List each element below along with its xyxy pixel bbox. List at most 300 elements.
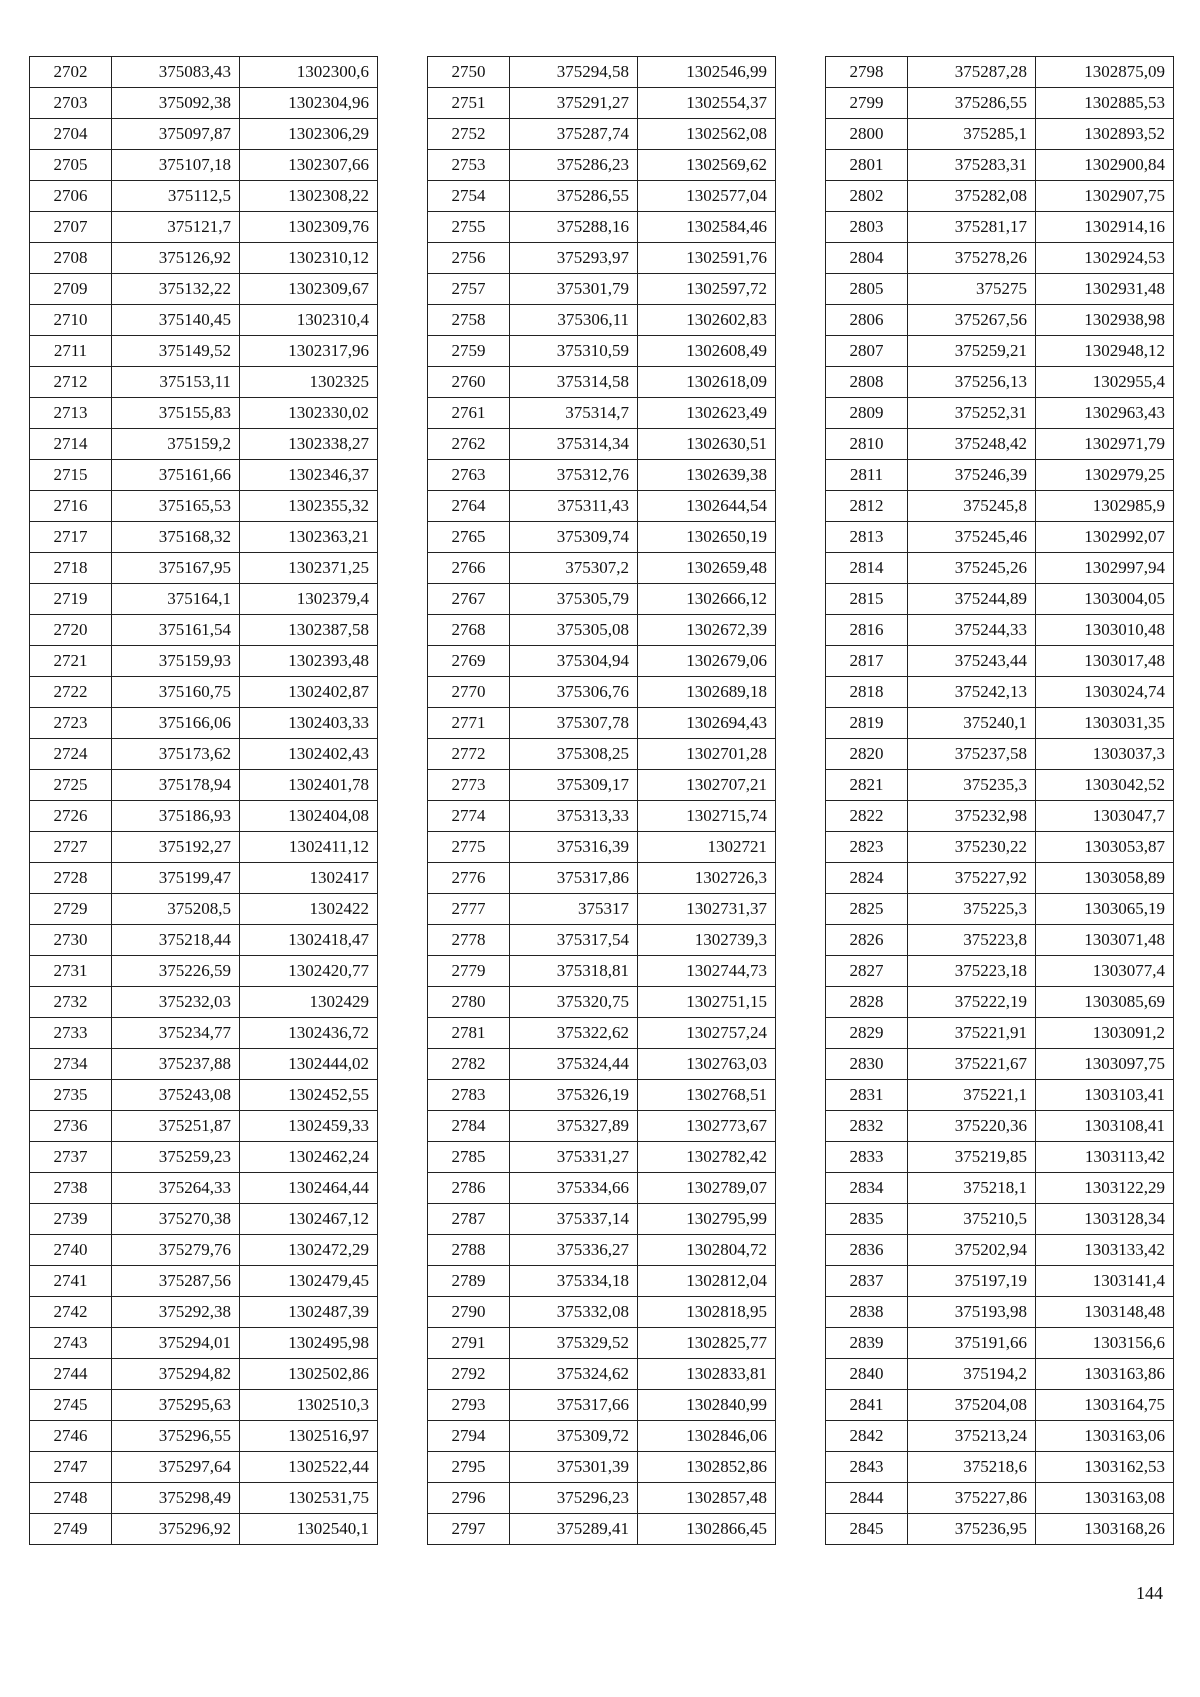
table-row bbox=[428, 1018, 776, 1049]
point-number-cell: 2720 bbox=[30, 615, 112, 646]
y-coordinate-cell: 1303004,05 bbox=[1036, 584, 1174, 615]
y-coordinate-cell: 1302751,15 bbox=[638, 987, 776, 1018]
table-row bbox=[428, 584, 776, 615]
y-coordinate-cell: 1302393,48 bbox=[240, 646, 378, 677]
table-row bbox=[826, 57, 1174, 88]
point-number-cell: 2761 bbox=[428, 398, 510, 429]
x-coordinate-cell: 375243,44 bbox=[908, 646, 1036, 677]
point-number-cell: 2735 bbox=[30, 1080, 112, 1111]
y-coordinate-cell: 1302502,86 bbox=[240, 1359, 378, 1390]
y-coordinate-cell: 1303065,19 bbox=[1036, 894, 1174, 925]
x-coordinate-cell: 375275 bbox=[908, 274, 1036, 305]
table-row bbox=[826, 119, 1174, 150]
table-row bbox=[826, 1173, 1174, 1204]
table-row bbox=[826, 863, 1174, 894]
x-coordinate-cell: 375307,2 bbox=[510, 553, 638, 584]
x-coordinate-cell: 375161,54 bbox=[112, 615, 240, 646]
point-number-cell: 2711 bbox=[30, 336, 112, 367]
x-coordinate-cell: 375278,26 bbox=[908, 243, 1036, 274]
x-coordinate-cell: 375295,63 bbox=[112, 1390, 240, 1421]
x-coordinate-cell: 375298,49 bbox=[112, 1483, 240, 1514]
y-coordinate-cell: 1302744,73 bbox=[638, 956, 776, 987]
y-coordinate-cell: 1302379,4 bbox=[240, 584, 378, 615]
x-coordinate-cell: 375164,1 bbox=[112, 584, 240, 615]
x-coordinate-cell: 375167,95 bbox=[112, 553, 240, 584]
point-number-cell: 2781 bbox=[428, 1018, 510, 1049]
point-number-cell: 2826 bbox=[826, 925, 908, 956]
point-number-cell: 2733 bbox=[30, 1018, 112, 1049]
x-coordinate-cell: 375270,38 bbox=[112, 1204, 240, 1235]
table-row bbox=[826, 88, 1174, 119]
coordinate-table-3 bbox=[825, 56, 1174, 1545]
x-coordinate-cell: 375240,1 bbox=[908, 708, 1036, 739]
x-coordinate-cell: 375317,86 bbox=[510, 863, 638, 894]
y-coordinate-cell: 1302309,76 bbox=[240, 212, 378, 243]
x-coordinate-cell: 375309,17 bbox=[510, 770, 638, 801]
x-coordinate-cell: 375296,55 bbox=[112, 1421, 240, 1452]
y-coordinate-cell: 1302310,4 bbox=[240, 305, 378, 336]
point-number-cell: 2721 bbox=[30, 646, 112, 677]
y-coordinate-cell: 1302472,29 bbox=[240, 1235, 378, 1266]
table-row bbox=[826, 1049, 1174, 1080]
x-coordinate-cell: 375236,95 bbox=[908, 1514, 1036, 1545]
table-row bbox=[30, 491, 378, 522]
x-coordinate-cell: 375178,94 bbox=[112, 770, 240, 801]
point-number-cell: 2766 bbox=[428, 553, 510, 584]
y-coordinate-cell: 1302516,97 bbox=[240, 1421, 378, 1452]
y-coordinate-cell: 1302338,27 bbox=[240, 429, 378, 460]
x-coordinate-cell: 375218,44 bbox=[112, 925, 240, 956]
point-number-cell: 2760 bbox=[428, 367, 510, 398]
x-coordinate-cell: 375245,26 bbox=[908, 553, 1036, 584]
y-coordinate-cell: 1302689,18 bbox=[638, 677, 776, 708]
point-number-cell: 2798 bbox=[826, 57, 908, 88]
y-coordinate-cell: 1303108,41 bbox=[1036, 1111, 1174, 1142]
x-coordinate-cell: 375252,31 bbox=[908, 398, 1036, 429]
point-number-cell: 2776 bbox=[428, 863, 510, 894]
y-coordinate-cell: 1303024,74 bbox=[1036, 677, 1174, 708]
y-coordinate-cell: 1303163,06 bbox=[1036, 1421, 1174, 1452]
table-row bbox=[30, 460, 378, 491]
x-coordinate-cell: 375202,94 bbox=[908, 1235, 1036, 1266]
table-row bbox=[30, 1421, 378, 1452]
point-number-cell: 2749 bbox=[30, 1514, 112, 1545]
y-coordinate-cell: 1302875,09 bbox=[1036, 57, 1174, 88]
table-row bbox=[428, 1173, 776, 1204]
coordinate-table-body bbox=[428, 57, 776, 1545]
table-row bbox=[428, 1235, 776, 1266]
table-row bbox=[30, 770, 378, 801]
y-coordinate-cell: 1302782,42 bbox=[638, 1142, 776, 1173]
table-row bbox=[30, 243, 378, 274]
table-row bbox=[30, 708, 378, 739]
x-coordinate-cell: 375223,8 bbox=[908, 925, 1036, 956]
y-coordinate-cell: 1302310,12 bbox=[240, 243, 378, 274]
table-row bbox=[826, 739, 1174, 770]
x-coordinate-cell: 375287,28 bbox=[908, 57, 1036, 88]
point-number-cell: 2707 bbox=[30, 212, 112, 243]
y-coordinate-cell: 1302931,48 bbox=[1036, 274, 1174, 305]
table-row bbox=[30, 1483, 378, 1514]
y-coordinate-cell: 1302591,76 bbox=[638, 243, 776, 274]
y-coordinate-cell: 1302948,12 bbox=[1036, 336, 1174, 367]
x-coordinate-cell: 375317,54 bbox=[510, 925, 638, 956]
x-coordinate-cell: 375251,87 bbox=[112, 1111, 240, 1142]
x-coordinate-cell: 375287,56 bbox=[112, 1266, 240, 1297]
x-coordinate-cell: 375308,25 bbox=[510, 739, 638, 770]
x-coordinate-cell: 375324,62 bbox=[510, 1359, 638, 1390]
x-coordinate-cell: 375313,33 bbox=[510, 801, 638, 832]
y-coordinate-cell: 1302694,43 bbox=[638, 708, 776, 739]
y-coordinate-cell: 1303168,26 bbox=[1036, 1514, 1174, 1545]
y-coordinate-cell: 1302825,77 bbox=[638, 1328, 776, 1359]
y-coordinate-cell: 1302650,19 bbox=[638, 522, 776, 553]
x-coordinate-cell: 375327,89 bbox=[510, 1111, 638, 1142]
x-coordinate-cell: 375220,36 bbox=[908, 1111, 1036, 1142]
y-coordinate-cell: 1303164,75 bbox=[1036, 1390, 1174, 1421]
point-number-cell: 2713 bbox=[30, 398, 112, 429]
y-coordinate-cell: 1302812,04 bbox=[638, 1266, 776, 1297]
y-coordinate-cell: 1302602,83 bbox=[638, 305, 776, 336]
table-row bbox=[30, 1111, 378, 1142]
y-coordinate-cell: 1302630,51 bbox=[638, 429, 776, 460]
table-row bbox=[30, 1080, 378, 1111]
point-number-cell: 2836 bbox=[826, 1235, 908, 1266]
table-row bbox=[826, 646, 1174, 677]
table-row bbox=[826, 1018, 1174, 1049]
y-coordinate-cell: 1302721 bbox=[638, 832, 776, 863]
y-coordinate-cell: 1303017,48 bbox=[1036, 646, 1174, 677]
table-row bbox=[30, 553, 378, 584]
table-row bbox=[30, 801, 378, 832]
table-row bbox=[428, 1142, 776, 1173]
point-number-cell: 2743 bbox=[30, 1328, 112, 1359]
y-coordinate-cell: 1302840,99 bbox=[638, 1390, 776, 1421]
point-number-cell: 2742 bbox=[30, 1297, 112, 1328]
y-coordinate-cell: 1302608,49 bbox=[638, 336, 776, 367]
table-row bbox=[428, 894, 776, 925]
table-row bbox=[428, 1080, 776, 1111]
x-coordinate-cell: 375223,18 bbox=[908, 956, 1036, 987]
y-coordinate-cell: 1302618,09 bbox=[638, 367, 776, 398]
table-row bbox=[30, 615, 378, 646]
y-coordinate-cell: 1302866,45 bbox=[638, 1514, 776, 1545]
table-row bbox=[428, 863, 776, 894]
y-coordinate-cell: 1302818,95 bbox=[638, 1297, 776, 1328]
x-coordinate-cell: 375264,33 bbox=[112, 1173, 240, 1204]
table-row bbox=[30, 1142, 378, 1173]
y-coordinate-cell: 1302597,72 bbox=[638, 274, 776, 305]
x-coordinate-cell: 375289,41 bbox=[510, 1514, 638, 1545]
x-coordinate-cell: 375309,74 bbox=[510, 522, 638, 553]
point-number-cell: 2751 bbox=[428, 88, 510, 119]
table-row bbox=[826, 1452, 1174, 1483]
point-number-cell: 2775 bbox=[428, 832, 510, 863]
y-coordinate-cell: 1303156,6 bbox=[1036, 1328, 1174, 1359]
table-row bbox=[30, 1328, 378, 1359]
table-row bbox=[428, 1514, 776, 1545]
table-row bbox=[428, 987, 776, 1018]
point-number-cell: 2805 bbox=[826, 274, 908, 305]
point-number-cell: 2810 bbox=[826, 429, 908, 460]
point-number-cell: 2746 bbox=[30, 1421, 112, 1452]
y-coordinate-cell: 1302429 bbox=[240, 987, 378, 1018]
table-row bbox=[30, 274, 378, 305]
y-coordinate-cell: 1302773,67 bbox=[638, 1111, 776, 1142]
point-number-cell: 2839 bbox=[826, 1328, 908, 1359]
point-number-cell: 2801 bbox=[826, 150, 908, 181]
x-coordinate-cell: 375324,44 bbox=[510, 1049, 638, 1080]
y-coordinate-cell: 1302924,53 bbox=[1036, 243, 1174, 274]
table-row bbox=[826, 894, 1174, 925]
point-number-cell: 2745 bbox=[30, 1390, 112, 1421]
table-row bbox=[826, 336, 1174, 367]
y-coordinate-cell: 1302971,79 bbox=[1036, 429, 1174, 460]
y-coordinate-cell: 1302955,4 bbox=[1036, 367, 1174, 398]
y-coordinate-cell: 1302417 bbox=[240, 863, 378, 894]
point-number-cell: 2787 bbox=[428, 1204, 510, 1235]
table-row bbox=[428, 460, 776, 491]
point-number-cell: 2785 bbox=[428, 1142, 510, 1173]
y-coordinate-cell: 1302757,24 bbox=[638, 1018, 776, 1049]
table-row bbox=[30, 1173, 378, 1204]
y-coordinate-cell: 1302387,58 bbox=[240, 615, 378, 646]
y-coordinate-cell: 1302763,03 bbox=[638, 1049, 776, 1080]
y-coordinate-cell: 1303103,41 bbox=[1036, 1080, 1174, 1111]
x-coordinate-cell: 375208,5 bbox=[112, 894, 240, 925]
point-number-cell: 2842 bbox=[826, 1421, 908, 1452]
table-row bbox=[826, 708, 1174, 739]
table-row bbox=[30, 522, 378, 553]
point-number-cell: 2825 bbox=[826, 894, 908, 925]
y-coordinate-cell: 1302306,29 bbox=[240, 119, 378, 150]
point-number-cell: 2795 bbox=[428, 1452, 510, 1483]
point-number-cell: 2809 bbox=[826, 398, 908, 429]
table-row bbox=[30, 925, 378, 956]
point-number-cell: 2769 bbox=[428, 646, 510, 677]
table-row bbox=[30, 305, 378, 336]
point-number-cell: 2765 bbox=[428, 522, 510, 553]
table-row bbox=[428, 522, 776, 553]
y-coordinate-cell: 1302355,32 bbox=[240, 491, 378, 522]
y-coordinate-cell: 1303128,34 bbox=[1036, 1204, 1174, 1235]
point-number-cell: 2709 bbox=[30, 274, 112, 305]
coordinate-table-2 bbox=[427, 56, 776, 1545]
point-number-cell: 2773 bbox=[428, 770, 510, 801]
x-coordinate-cell: 375310,59 bbox=[510, 336, 638, 367]
table-row bbox=[428, 801, 776, 832]
y-coordinate-cell: 1303091,2 bbox=[1036, 1018, 1174, 1049]
y-coordinate-cell: 1302833,81 bbox=[638, 1359, 776, 1390]
x-coordinate-cell: 375107,18 bbox=[112, 150, 240, 181]
point-number-cell: 2727 bbox=[30, 832, 112, 863]
point-number-cell: 2762 bbox=[428, 429, 510, 460]
point-number-cell: 2831 bbox=[826, 1080, 908, 1111]
y-coordinate-cell: 1303141,4 bbox=[1036, 1266, 1174, 1297]
x-coordinate-cell: 375221,91 bbox=[908, 1018, 1036, 1049]
y-coordinate-cell: 1303047,7 bbox=[1036, 801, 1174, 832]
table-row bbox=[428, 770, 776, 801]
point-number-cell: 2704 bbox=[30, 119, 112, 150]
point-number-cell: 2828 bbox=[826, 987, 908, 1018]
table-row bbox=[428, 336, 776, 367]
y-coordinate-cell: 1302411,12 bbox=[240, 832, 378, 863]
y-coordinate-cell: 1302554,37 bbox=[638, 88, 776, 119]
table-row bbox=[826, 925, 1174, 956]
x-coordinate-cell: 375194,2 bbox=[908, 1359, 1036, 1390]
x-coordinate-cell: 375322,62 bbox=[510, 1018, 638, 1049]
y-coordinate-cell: 1302857,48 bbox=[638, 1483, 776, 1514]
x-coordinate-cell: 375292,38 bbox=[112, 1297, 240, 1328]
point-number-cell: 2845 bbox=[826, 1514, 908, 1545]
x-coordinate-cell: 375192,27 bbox=[112, 832, 240, 863]
table-row bbox=[428, 925, 776, 956]
point-number-cell: 2725 bbox=[30, 770, 112, 801]
y-coordinate-cell: 1302464,44 bbox=[240, 1173, 378, 1204]
table-row bbox=[826, 1142, 1174, 1173]
table-row bbox=[826, 1266, 1174, 1297]
y-coordinate-cell: 1303097,75 bbox=[1036, 1049, 1174, 1080]
point-number-cell: 2800 bbox=[826, 119, 908, 150]
table-row bbox=[826, 987, 1174, 1018]
point-number-cell: 2730 bbox=[30, 925, 112, 956]
point-number-cell: 2748 bbox=[30, 1483, 112, 1514]
table-row bbox=[428, 1049, 776, 1080]
y-coordinate-cell: 1303010,48 bbox=[1036, 615, 1174, 646]
point-number-cell: 2740 bbox=[30, 1235, 112, 1266]
point-number-cell: 2783 bbox=[428, 1080, 510, 1111]
point-number-cell: 2757 bbox=[428, 274, 510, 305]
point-number-cell: 2818 bbox=[826, 677, 908, 708]
point-number-cell: 2764 bbox=[428, 491, 510, 522]
table-row bbox=[428, 708, 776, 739]
point-number-cell: 2754 bbox=[428, 181, 510, 212]
x-coordinate-cell: 375259,21 bbox=[908, 336, 1036, 367]
table-row bbox=[428, 553, 776, 584]
y-coordinate-cell: 1302852,86 bbox=[638, 1452, 776, 1483]
coordinate-table-body bbox=[30, 57, 378, 1545]
table-row bbox=[428, 212, 776, 243]
y-coordinate-cell: 1302846,06 bbox=[638, 1421, 776, 1452]
x-coordinate-cell: 375166,06 bbox=[112, 708, 240, 739]
x-coordinate-cell: 375286,55 bbox=[908, 88, 1036, 119]
table-row bbox=[428, 88, 776, 119]
x-coordinate-cell: 375301,79 bbox=[510, 274, 638, 305]
x-coordinate-cell: 375326,19 bbox=[510, 1080, 638, 1111]
x-coordinate-cell: 375219,85 bbox=[908, 1142, 1036, 1173]
point-number-cell: 2843 bbox=[826, 1452, 908, 1483]
y-coordinate-cell: 1303037,3 bbox=[1036, 739, 1174, 770]
x-coordinate-cell: 375232,98 bbox=[908, 801, 1036, 832]
table-row bbox=[826, 956, 1174, 987]
point-number-cell: 2723 bbox=[30, 708, 112, 739]
y-coordinate-cell: 1302304,96 bbox=[240, 88, 378, 119]
x-coordinate-cell: 375332,08 bbox=[510, 1297, 638, 1328]
x-coordinate-cell: 375287,74 bbox=[510, 119, 638, 150]
y-coordinate-cell: 1302726,3 bbox=[638, 863, 776, 894]
table-row bbox=[826, 1204, 1174, 1235]
x-coordinate-cell: 375161,66 bbox=[112, 460, 240, 491]
table-row bbox=[30, 956, 378, 987]
y-coordinate-cell: 1302914,16 bbox=[1036, 212, 1174, 243]
table-row bbox=[826, 212, 1174, 243]
table-row bbox=[428, 832, 776, 863]
point-number-cell: 2817 bbox=[826, 646, 908, 677]
point-number-cell: 2815 bbox=[826, 584, 908, 615]
x-coordinate-cell: 375246,39 bbox=[908, 460, 1036, 491]
table-row bbox=[30, 1204, 378, 1235]
x-coordinate-cell: 375160,75 bbox=[112, 677, 240, 708]
table-row bbox=[30, 1266, 378, 1297]
x-coordinate-cell: 375159,93 bbox=[112, 646, 240, 677]
y-coordinate-cell: 1302462,24 bbox=[240, 1142, 378, 1173]
x-coordinate-cell: 375329,52 bbox=[510, 1328, 638, 1359]
y-coordinate-cell: 1302623,49 bbox=[638, 398, 776, 429]
table-row bbox=[428, 1483, 776, 1514]
y-coordinate-cell: 1302739,3 bbox=[638, 925, 776, 956]
table-row bbox=[30, 1514, 378, 1545]
y-coordinate-cell: 1302979,25 bbox=[1036, 460, 1174, 491]
point-number-cell: 2714 bbox=[30, 429, 112, 460]
y-coordinate-cell: 1302402,43 bbox=[240, 739, 378, 770]
table-row bbox=[30, 57, 378, 88]
table-row bbox=[826, 770, 1174, 801]
table-row bbox=[826, 1514, 1174, 1545]
x-coordinate-cell: 375165,53 bbox=[112, 491, 240, 522]
x-coordinate-cell: 375244,89 bbox=[908, 584, 1036, 615]
point-number-cell: 2797 bbox=[428, 1514, 510, 1545]
point-number-cell: 2834 bbox=[826, 1173, 908, 1204]
y-coordinate-cell: 1302317,96 bbox=[240, 336, 378, 367]
table-row bbox=[30, 863, 378, 894]
point-number-cell: 2734 bbox=[30, 1049, 112, 1080]
point-number-cell: 2717 bbox=[30, 522, 112, 553]
x-coordinate-cell: 375097,87 bbox=[112, 119, 240, 150]
point-number-cell: 2799 bbox=[826, 88, 908, 119]
x-coordinate-cell: 375248,42 bbox=[908, 429, 1036, 460]
x-coordinate-cell: 375235,3 bbox=[908, 770, 1036, 801]
x-coordinate-cell: 375314,58 bbox=[510, 367, 638, 398]
table-row bbox=[30, 1235, 378, 1266]
y-coordinate-cell: 1302402,87 bbox=[240, 677, 378, 708]
y-coordinate-cell: 1302487,39 bbox=[240, 1297, 378, 1328]
table-row bbox=[826, 553, 1174, 584]
point-number-cell: 2710 bbox=[30, 305, 112, 336]
point-number-cell: 2741 bbox=[30, 1266, 112, 1297]
point-number-cell: 2708 bbox=[30, 243, 112, 274]
point-number-cell: 2841 bbox=[826, 1390, 908, 1421]
table-row bbox=[30, 336, 378, 367]
point-number-cell: 2782 bbox=[428, 1049, 510, 1080]
point-number-cell: 2750 bbox=[428, 57, 510, 88]
x-coordinate-cell: 375306,11 bbox=[510, 305, 638, 336]
x-coordinate-cell: 375243,08 bbox=[112, 1080, 240, 1111]
table-row bbox=[428, 1328, 776, 1359]
table-row bbox=[826, 615, 1174, 646]
x-coordinate-cell: 375316,39 bbox=[510, 832, 638, 863]
point-number-cell: 2833 bbox=[826, 1142, 908, 1173]
x-coordinate-cell: 375334,66 bbox=[510, 1173, 638, 1204]
x-coordinate-cell: 375193,98 bbox=[908, 1297, 1036, 1328]
table-row bbox=[30, 88, 378, 119]
point-number-cell: 2736 bbox=[30, 1111, 112, 1142]
table-row bbox=[428, 1204, 776, 1235]
point-number-cell: 2715 bbox=[30, 460, 112, 491]
y-coordinate-cell: 1302452,55 bbox=[240, 1080, 378, 1111]
table-row bbox=[428, 398, 776, 429]
point-number-cell: 2832 bbox=[826, 1111, 908, 1142]
point-number-cell: 2806 bbox=[826, 305, 908, 336]
